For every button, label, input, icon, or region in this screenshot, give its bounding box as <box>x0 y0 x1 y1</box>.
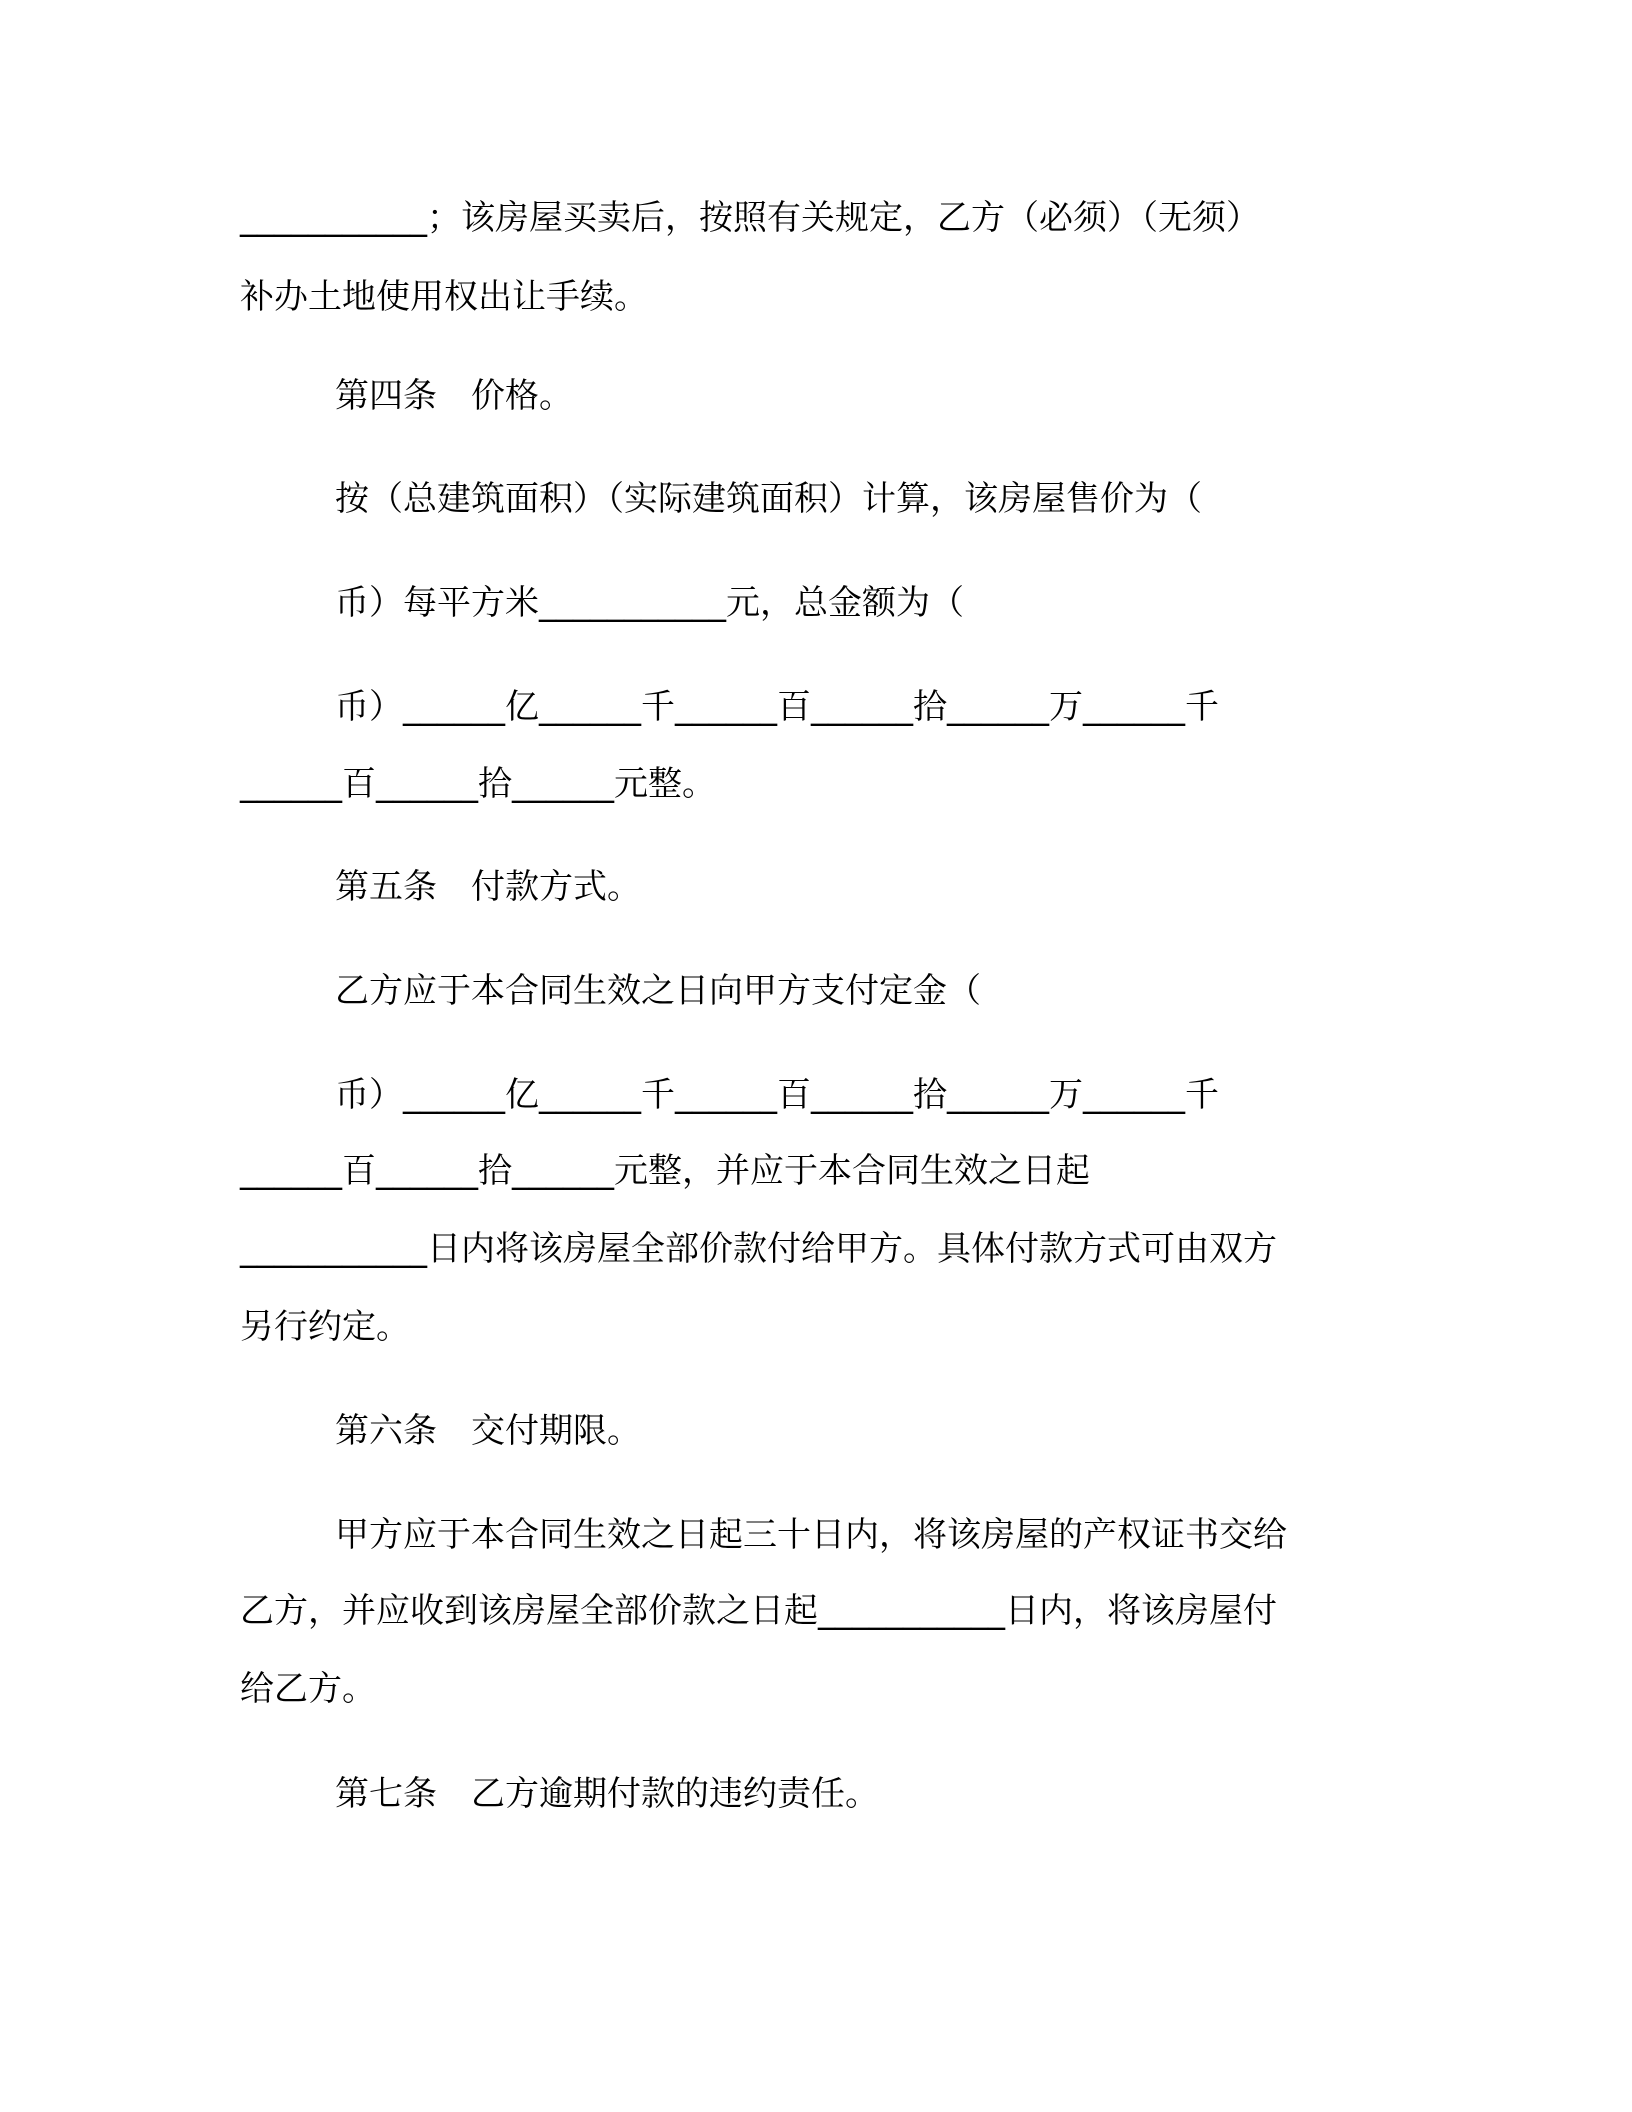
article-heading: 第五条 付款方式。 <box>335 867 641 907</box>
text-line: 补办土地使用权出让手续。 <box>240 277 648 317</box>
article-heading: 第七条 乙方逾期付款的违约责任。 <box>335 1774 879 1814</box>
article-heading: 第六条 交付期限。 <box>335 1411 641 1451</box>
text-line: 乙方，并应收到该房屋全部价款之日起___________日内，将该房屋付 <box>240 1591 1277 1631</box>
text-line: ______百______拾______元整，并应于本合同生效之日起 <box>240 1151 1090 1191</box>
text-line: ___________日内将该房屋全部价款付给甲方。具体付款方式可由双方 <box>240 1229 1277 1269</box>
text-line: 币）______亿______千______百______拾______万______千 <box>335 687 1219 727</box>
text-line: ______百______拾______元整。 <box>240 764 716 804</box>
text-line: ___________；该房屋买卖后，按照有关规定，乙方（必须）（无须） <box>240 198 1260 238</box>
text-line: 币）每平方米___________元，总金额为（ <box>335 583 964 623</box>
text-line: 按（总建筑面积）（实际建筑面积）计算，该房屋售价为（ <box>335 479 1202 519</box>
text-line: 甲方应于本合同生效之日起三十日内，将该房屋的产权证书交给 <box>335 1515 1287 1555</box>
text-line: 币）______亿______千______百______拾______万______千 <box>335 1075 1219 1115</box>
text-line: 乙方应于本合同生效之日向甲方支付定金（ <box>335 971 981 1011</box>
text-line: 另行约定。 <box>240 1307 410 1347</box>
text-line: 给乙方。 <box>240 1669 376 1709</box>
article-heading: 第四条 价格。 <box>335 376 573 416</box>
